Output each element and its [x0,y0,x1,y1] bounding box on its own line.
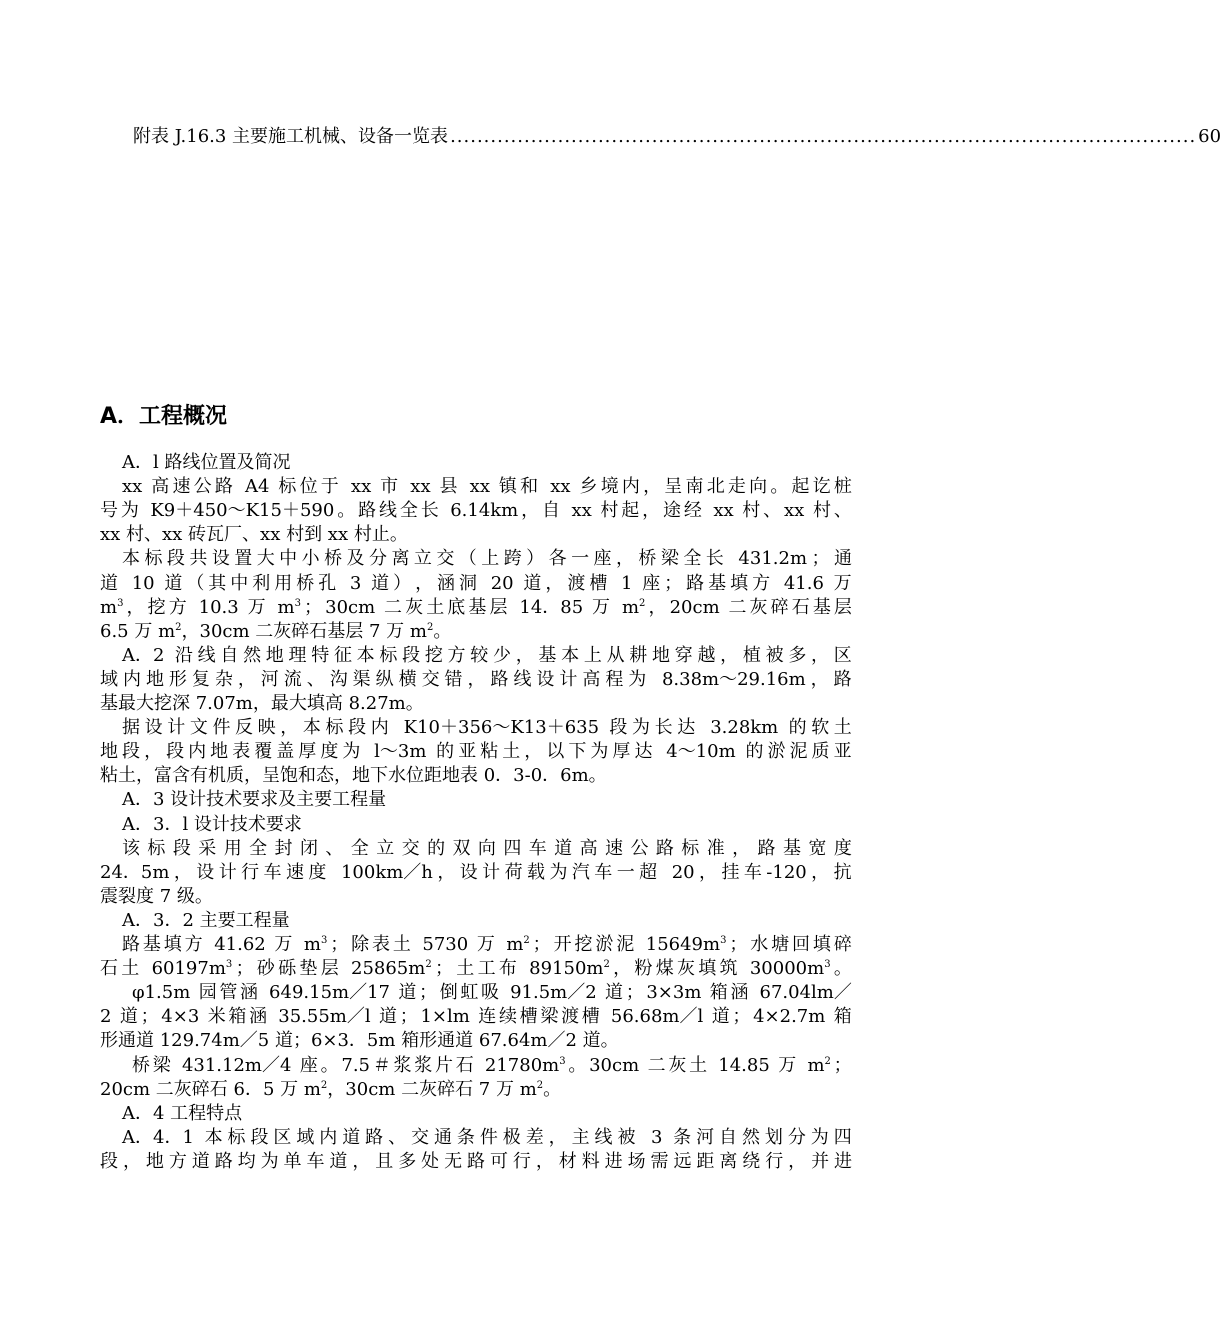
toc-page-number: 60 [1198,126,1221,147]
body-line: φ1.5m 园 管 涵 649.15m／17 道 ； 倒 虹 吸 91.5m／2 道 ； 3×3m 箱 涵 67.04lm／ [132,982,852,1004]
body-line: A．4．1 本 标 段 区 域 内 道 路 、 交 通 条 件 极 差 ， 主 线 被 3 条 河 自 然 划 分 为 四 [122,1126,852,1148]
body-line: 域 内 地 形 复 杂 ， 河 流 、 沟 渠 纵 横 交 错 ， 路 线 设 计 高 程 为 8.38m～29.16m ， 路 [100,668,852,690]
body-line: A．2 沿 线 自 然 地 理 特 征 本 标 段 挖 方 较 少 ， 基 本 上 从 耕 地 穿 越 ， 植 被 多 ， 区 [122,644,852,666]
body-line: 20cm 二灰碎石 6．5 万 $m^2$，30cm 二灰碎石 7 万 $m^2$。 [100,1078,562,1100]
body-line: 粘土，富含有机质，呈饱和态，地下水位距地表 0．3-0．6m。 [100,765,607,787]
body-line: 该 标 段 采 用 全 封 闭 、 全 立 交 的 双 向 四 车 道 高 速 公 路 标 准 ， 路 基 宽 度 [122,837,852,859]
body-line: 地 段 ， 段 内 地 表 覆 盖 厚 度 为 l～3m 的 亚 粘 土 ， 以 下 为 厚 达 4～10m 的 淤 泥 质 亚 [100,741,852,763]
body-line: 段 ， 地 方 道 路 均 为 单 车 道 ， 且 多 处 无 路 可 行 ， 材 料 进 场 需 远 距 离 绕 行 ， 并 进 [100,1150,852,1172]
body-line: 路 基 填 方 41.62 万 $m^3$ ； 除 表 土 5730 万 $m^2$ ； 开 挖 淤 泥 $15649m^3$ ； 水 塘 回 填 碎 [122,934,852,955]
body-line: 本 标 段 共 设 置 大 中 小 桥 及 分 离 立 交 （ 上 跨 ） 各 一 座 ， 桥 梁 全 长 431.2m ； 通 [122,548,852,570]
toc-entry-label: 附表 J.16.3 主要施工机械、设备一览表 [133,126,449,147]
body-line: $m^3$ ， 挖 方 10.3 万 $m^3$ ； 30cm 二 灰 土 底 基 层 14．85 万 $m^2$ ， 20cm 二 灰 碎 石 基 层 [100,596,852,618]
body-line: 2 道 ； 4×3 米 箱 涵 35.55m／l 道 ； 1×lm 连 续 槽 梁 渡 槽 56.68m／l 道 ； 4×2.7m 箱 [100,1006,852,1028]
body-line: xx 高 速 公 路 A4 标 位 于 xx 市 xx 县 xx 镇 和 xx 乡 境 内 ， 呈 南 北 走 向 。 起 讫 桩 [122,476,852,498]
body-line: 据 设 计 文 件 反 映 ， 本 标 段 内 K10＋356～K13＋635 段 为 长 达 3.28km 的 软 土 [122,717,852,739]
section-heading: A．工程概况 [100,404,228,429]
body-line: 24．5m ， 设 计 行 车 速 度 100km／h ， 设 计 荷 载 为 汽 车 一 超 20 ， 挂 车 -120 ， 抗 [100,861,852,883]
toc-leader-dots: ............................................................................................................... [450,126,1197,147]
body-line: 震裂度 7 级。 [100,885,213,907]
body-line: A．4 工程特点 [122,1102,243,1124]
body-line: 桥 梁 431.12m／4 座 。 7.5 ＃ 浆 浆 片 石 $21780m^3$ 。 30cm 二 灰 土 14.85 万 $m^2$ ； [132,1054,852,1076]
body-line: 号 为 K9＋450～K15＋590 。 路 线 全 长 6.14km ， 自 xx 村 起 ， 途 经 xx 村 、 xx 村 、 [100,500,852,522]
body-line: xx 村、xx 砖瓦厂、xx 村到 xx 村止。 [100,524,408,546]
body-line: A．3．2 主要工程量 [122,909,290,931]
body-line: A．l 路线位置及简况 [122,452,291,473]
body-line: 6.5 万 $m^2$，30cm 二灰碎石基层 7 万 $m^2$。 [100,620,452,642]
body-line: A．3．l 设计技术要求 [122,813,302,835]
body-line: 基最大挖深 7.07m，最大填高 8.27m。 [100,693,424,714]
body-line: 石 土 $60197m^3$ ； 砂 砾 垫 层 $25865m^2$ ； 土 工 布 $89150m^2$ ， 粉 煤 灰 填 筑 $30000m^3$ 。 [100,958,852,980]
body-line: A．3 设计技术要求及主要工程量 [122,789,387,811]
body-line: 道 10 道 （ 其 中 利 用 桥 孔 3 道 ） ， 涵 洞 20 道 ， 渡 槽 1 座 ； 路 基 填 方 41.6 万 [100,572,852,594]
body-line: 形通道 129.74m／5 道；6×3．5m 箱形通道 67.64m／2 道。 [100,1030,619,1052]
toc-entry[interactable] [133,124,1221,150]
